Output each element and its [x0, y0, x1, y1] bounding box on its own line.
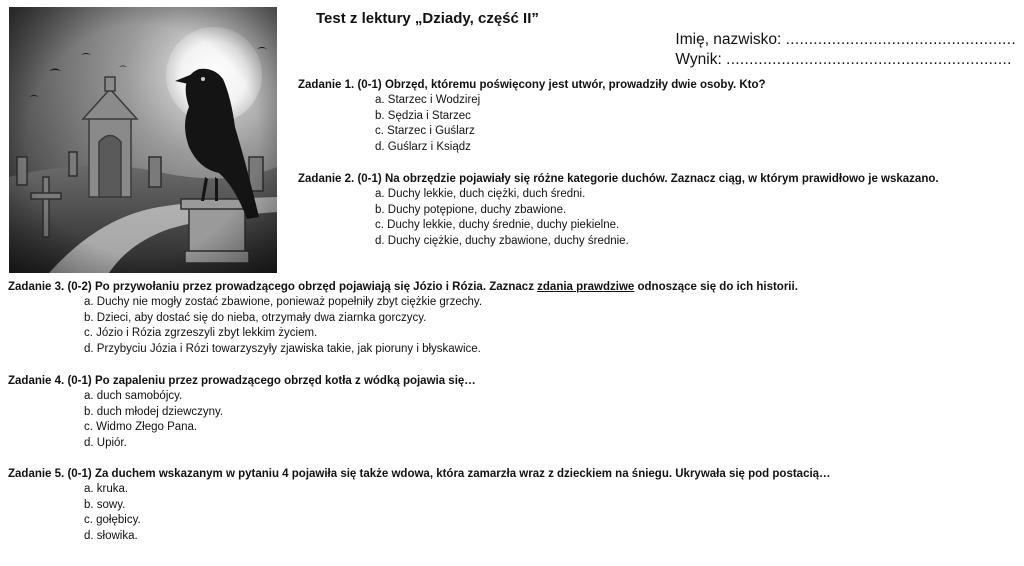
answer-option-a[interactable]: a. Duchy lekkie, duch ciężki, duch średni.	[375, 188, 586, 201]
answer-option-a[interactable]: a. kruka.	[84, 483, 129, 496]
task-1-options	[375, 93, 766, 155]
task-question-text: Po przywołaniu przez prowadzącego obrzęd pojawiają się Józio i Rózia. Zaznacz	[94, 281, 534, 293]
answer-option-c[interactable]: c. gołębicy.	[84, 514, 141, 527]
task-question-text: Po zapaleniu przez prowadzącego obrzęd kotła z wódką pojawia się…	[94, 375, 476, 387]
raven-cemetery-illustration	[9, 7, 277, 273]
answer-option-c[interactable]: c. Duchy lekkie, duchy średnie, duchy piekielne.	[375, 219, 620, 232]
task-4-question	[8, 374, 476, 389]
answer-option-a[interactable]: a. Starzec i Wodzirej	[375, 94, 481, 107]
task-4	[8, 374, 476, 451]
answer-option-c[interactable]: c. Józio i Rózia zgrzeszyli zbyt lekkim życiem.	[84, 327, 318, 340]
answer-option-d[interactable]: d. Duchy ciężkie, duchy zbawione, duchy średnie.	[375, 234, 629, 247]
name-label: Imię, nazwisko:	[675, 31, 782, 48]
task-1	[298, 78, 766, 155]
answer-option-c[interactable]: c. Widmo Złego Pana.	[84, 421, 198, 434]
score-row	[675, 50, 1016, 70]
raven-cemetery-image	[9, 7, 277, 273]
task-2-options	[375, 187, 939, 249]
answer-option-b[interactable]: b. Sędzia i Starzec	[375, 109, 471, 122]
task-points: (0-1)	[67, 468, 92, 480]
task-points: (0-1)	[357, 79, 382, 91]
score-field-dots[interactable]: ..............................................................	[726, 51, 1012, 68]
answer-option-a[interactable]: a. Duchy nie mogły zostać zbawione, ponieważ popełniły zbyt ciężkie grzechy.	[84, 296, 483, 309]
task-5	[8, 467, 831, 544]
task-3	[8, 280, 798, 357]
student-identity-block	[675, 30, 1016, 70]
task-1-question	[298, 78, 766, 93]
task-points: (0-2)	[67, 281, 92, 293]
task-question-text-end: odnoszące się do ich historii.	[637, 281, 798, 293]
answer-option-b[interactable]: b. Dzieci, aby dostać się do nieba, otrzymały dwa ziarnka gorczycy.	[84, 311, 427, 324]
task-2	[298, 172, 939, 249]
answer-option-b[interactable]: b. Duchy potępione, duchy zbawione.	[375, 203, 567, 216]
task-points: (0-1)	[357, 173, 382, 185]
task-label: Zadanie 1.	[298, 79, 355, 91]
task-question-underlined: zdania prawdziwe	[537, 281, 635, 293]
task-question-text: Obrzęd, któremu poświęcony jest utwór, prowadziły dwie osoby. Kto?	[384, 79, 766, 91]
task-points: (0-1)	[67, 375, 92, 387]
answer-option-d[interactable]: d. słowika.	[84, 529, 138, 542]
page-title: Test z lektury „Dziady, część II”	[316, 10, 539, 27]
task-5-question	[8, 467, 831, 482]
task-question-text: Za duchem wskazanym w pytaniu 4 pojawiła się także wdowa, która zamarzła wraz z dzieckiem na śniegu. Ukrywała się pod postacią…	[94, 468, 831, 480]
task-3-options	[84, 295, 798, 357]
answer-option-c[interactable]: c. Starzec i Guślarz	[375, 125, 475, 138]
task-label: Zadanie 5.	[8, 468, 65, 480]
task-label: Zadanie 4.	[8, 375, 65, 387]
task-label: Zadanie 2.	[298, 173, 355, 185]
score-label: Wynik:	[675, 51, 722, 68]
task-5-options	[84, 482, 831, 544]
name-row	[675, 30, 1016, 50]
task-4-options	[84, 389, 476, 451]
answer-option-b[interactable]: b. duch młodej dziewczyny.	[84, 405, 224, 418]
answer-option-b[interactable]: b. sowy.	[84, 498, 126, 511]
answer-option-d[interactable]: d. Upiór.	[84, 436, 127, 449]
name-field-dots[interactable]: ..................................................	[785, 31, 1016, 48]
answer-option-d[interactable]: d. Guślarz i Ksiądz	[375, 140, 471, 153]
task-3-question	[8, 280, 798, 295]
answer-option-d[interactable]: d. Przybyciu Józia i Rózi towarzyszyły zjawiska takie, jak pioruny i błyskawice.	[84, 342, 481, 355]
task-question-text: Na obrzędzie pojawiały się różne kategorie duchów. Zaznacz ciąg, w którym prawidłowo je wskazano.	[384, 173, 939, 185]
task-2-question	[298, 172, 939, 187]
answer-option-a[interactable]: a. duch samobójcy.	[84, 390, 183, 403]
task-label: Zadanie 3.	[8, 281, 65, 293]
